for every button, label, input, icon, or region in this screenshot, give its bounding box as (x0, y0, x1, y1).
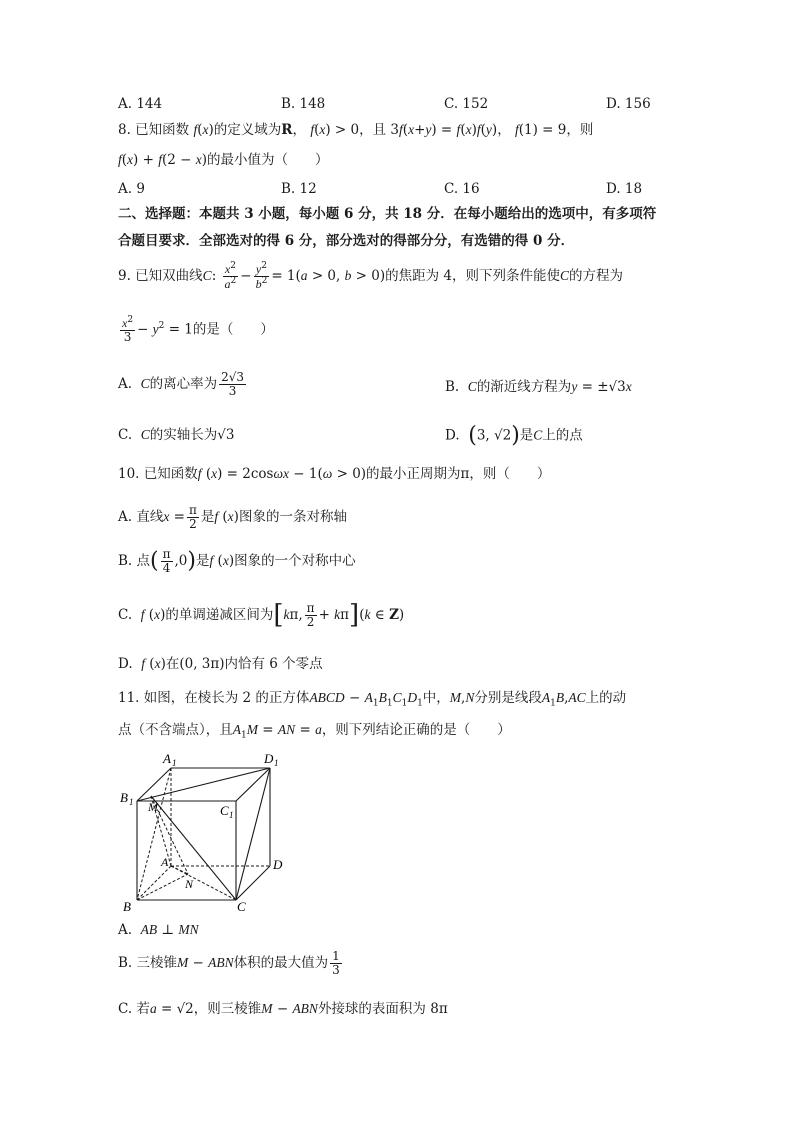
q10-option-b: B. 点( $\frac{\pi}{4}$ ,0)是f (x)图象的一个对称中心 (118, 547, 356, 576)
q9-line2: $\frac{x^2}{3}$ − $y^2 = 1$的是（ ） (122, 315, 274, 345)
q10-option-d: D. f (x)在(0, 3π)内恰有 6 个零点 (118, 656, 323, 672)
q9-option-a-text: 的离心率为 (149, 376, 218, 393)
q8-option-a: A. 9 (118, 181, 145, 197)
q11-option-c-text2: 外接球的表面积为 8π (317, 1001, 448, 1017)
cube-figure (115, 748, 300, 918)
q8-option-b: B. 12 (281, 181, 317, 197)
q11-option-b-text: 体积的最大值为 (233, 955, 329, 972)
q9-frac-ecc: $\frac{2√3}{3}$ (221, 370, 245, 399)
section2-line1: 二、选择题：本题共 3 小题，每小题 6 分，共 18 分．在每小题给出的选项中，有多项符 (118, 206, 657, 222)
q11-option-b-label: B. 三棱锥 (118, 955, 178, 972)
q9-prefix: 9. 已知双曲线 (118, 268, 203, 285)
q8-question-end: 的最小值为（ ） (207, 152, 329, 168)
q10-frac-pi2: $\frac{\pi}{2}$ (188, 503, 197, 532)
label-c1-sub: 1 (229, 810, 234, 820)
q8-option-c: C. 16 (444, 181, 480, 197)
q11-option-c: C. 若a = √2，则三棱锥M − ABN外接球的表面积为 8π (118, 1001, 448, 1017)
q11-option-a-label: A. (118, 922, 133, 938)
q11-question-end: ，则下列结论正确的是（ ） (321, 722, 511, 738)
q8-options (118, 181, 678, 199)
q11-text: 中， (422, 690, 450, 706)
q8-prefix: 8. 已知函数 (118, 122, 190, 138)
label-d1-sub: 1 (274, 758, 279, 768)
label-a1: A (163, 751, 171, 766)
label-a1-sub: 1 (172, 758, 177, 768)
q8-text: ， (292, 122, 307, 138)
q10-option-a: A. 直线x = $\frac{\pi}{2}$ 是f (x)图象的一条对称轴 (118, 503, 347, 532)
label-m: M (148, 800, 158, 814)
q9-frac-y: $\frac{y^2}{b^2}$ (255, 261, 268, 292)
q10-line1: 10. 已知函数f (x) = 2cosωx − 1(ω > 0)的最小正周期为π，则（ ） (118, 466, 551, 482)
label-b1-sub: 1 (129, 797, 134, 807)
q7-option-d: D. 156 (606, 96, 651, 112)
q10-option-a-text: 是 (200, 509, 215, 526)
q11-option-c-label: C. 若 (118, 1001, 150, 1017)
q9-option-d-text2: 上的点 (542, 427, 583, 444)
label-d: D (273, 857, 283, 872)
q8-option-d: D. 18 (606, 181, 643, 197)
label-c: C (237, 899, 246, 914)
q10-prefix: 10. 已知函数 (118, 466, 198, 482)
q9-text: 的焦距为 4，则下列条件能使 (385, 268, 560, 285)
q7-option-c: C. 152 (444, 96, 489, 112)
q9-frac-target: $\frac{x^2}{3}$ (122, 315, 134, 345)
q9-line1: 9. 已知双曲线C: $\frac{x^2}{a^2}$ − $\frac{y^2}{b^2}$ = 1(a > 0, b > 0)的焦距为 4，则下列条件能使C的方程为 (118, 261, 624, 292)
q10-option-d-text: 在 (165, 656, 180, 672)
q10-option-d-label: D. (118, 656, 133, 672)
q7-option-a: A. 144 (118, 96, 163, 112)
q10-option-a-text2: 图象的一条对称轴 (238, 509, 347, 526)
q11-line1: 11. 如图，在棱长为 2 的正方体ABCD − $A_1B_1C_1D_1$中，M,N分别是线段$A_1B,AC$上的动 (118, 690, 627, 709)
q10-frac-pi2b: $\frac{\pi}{2}$ (306, 600, 315, 630)
q10-option-c-text: 的单调递减区间为 (165, 607, 274, 624)
label-n: N (185, 877, 194, 891)
q10-text: ，则（ ） (469, 466, 551, 482)
q10-option-b-text: 是 (195, 553, 210, 570)
q9-option-b-text: 的渐近线方程为 (476, 379, 572, 395)
q11-text: 点（不含端点），且 (118, 722, 233, 738)
q8-line2: f(x) + f(2 − x)的最小值为（ ） (118, 152, 329, 168)
q9-option-c-text: 的实轴长为 (149, 427, 218, 443)
q10-text: 的最小正周期为 (366, 466, 461, 482)
q8-text: ， (497, 122, 511, 138)
q10-option-a-label: A. 直线 (118, 509, 164, 526)
q9-option-c: C. C的实轴长为√3 (118, 427, 235, 443)
q11-text: 分别是线段 (474, 690, 542, 706)
label-d1: D (264, 751, 274, 766)
q11-option-a: A. AB ⊥ MN (118, 922, 199, 938)
q10-option-c-label: C. (118, 607, 133, 624)
q8-text: ，则 (566, 122, 594, 138)
q9-option-a: A. C的离心率为 $\frac{2√3}{3}$ (118, 370, 245, 399)
q11-prefix: 11. 如图，在棱长为 2 的正方体 (118, 690, 310, 706)
q9-option-b: B. C的渐近线方程为y = ±√3x (445, 379, 632, 395)
q10-option-b-label: B. 点 (118, 553, 151, 570)
q11-frac-third: $\frac{1}{3}$ (332, 949, 340, 978)
q11-option-b: B. 三棱锥M − ABN体积的最大值为 $\frac{1}{3}$ (118, 949, 340, 978)
q10-option-d-text2: 内恰有 6 个零点 (224, 656, 323, 672)
q8-text: ，且 (359, 122, 387, 138)
label-b: B (123, 899, 131, 914)
q7-options (118, 96, 678, 114)
q9-frac-x: $\frac{x^2}{a^2}$ (224, 261, 237, 292)
q9-option-d-text: 是 (519, 427, 534, 444)
q9-option-d: D. (3, √2)是C上的点 (445, 423, 583, 448)
q10-option-b-text2: 图象的一个对称中心 (234, 553, 356, 570)
label-c1: C (220, 803, 229, 818)
q8-set-r: R (281, 122, 293, 138)
q9-question-end: 的是（ ） (192, 321, 274, 338)
label-b1: B (120, 790, 128, 805)
q7-option-b: B. 148 (281, 96, 326, 112)
q10-option-c: C. f (x)的单调递减区间为[kπ, $\frac{\pi}{2}$ + kπ](k ∈ Z) (118, 600, 405, 630)
q11-line2: 点（不含端点），且$A_1M$ = AN = a，则下列结论正确的是（ ） (118, 722, 511, 741)
q8-text: 的定义域为 (213, 122, 282, 138)
q8-line1: 8. 已知函数 f(x)的定义域为R， f(x) > 0，且 3f(x+y) = f(x)f(y)， f(1) = 9，则 (118, 122, 594, 138)
q11-text: 上的动 (585, 690, 627, 706)
label-a: A (161, 855, 169, 869)
q9-text: 的方程为 (569, 268, 624, 285)
section2-line2: 合题目要求．全部选对的得 6 分，部分选对的得部分分，有选错的得 0 分． (118, 233, 575, 249)
q10-frac-pi4: $\frac{\pi}{4}$ (162, 547, 171, 576)
q11-option-c-text: ，则三棱锥 (193, 1001, 262, 1017)
